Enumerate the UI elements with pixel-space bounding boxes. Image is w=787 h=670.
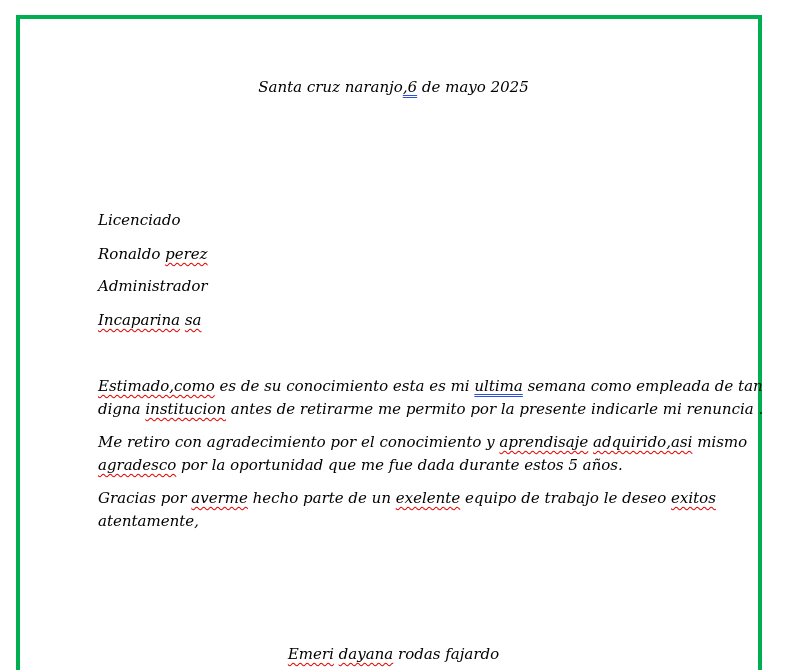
paragraph3-line1: Gracias por averme hecho parte de un exelente equipo de trabajo le deseo exitos — [98, 489, 716, 507]
paragraph2-line2: agradesco por la oportunidad que me fue dada durante estos 5 años. — [98, 456, 623, 474]
date-month-year: de mayo 2025 — [417, 78, 529, 96]
page-border — [16, 15, 762, 670]
paragraph1-line2: digna institucion antes de retirarme me permito por la presente indicarle mi renuncia . — [98, 400, 764, 418]
recipient-company: Incaparina sa — [98, 311, 202, 329]
paragraph1-line1: Estimado,como es de su conocimiento esta es mi ultima semana como empleada de tan — [98, 377, 763, 395]
signature-name: Emeri dayana rodas fajardo — [287, 645, 500, 663]
recipient-name: Ronaldo perez — [98, 245, 208, 263]
date-line — [0, 76, 787, 98]
closing-line: atentamente, — [98, 512, 199, 530]
date-day: ,6 — [402, 78, 418, 96]
recipient-title: Licenciado — [98, 211, 181, 229]
date-place: Santa cruz naranjo — [258, 78, 403, 96]
paragraph2-line1: Me retiro con agradecimiento por el conocimiento y aprendisaje adquirido,asi mismo — [98, 433, 748, 451]
recipient-position: Administrador — [98, 277, 208, 295]
